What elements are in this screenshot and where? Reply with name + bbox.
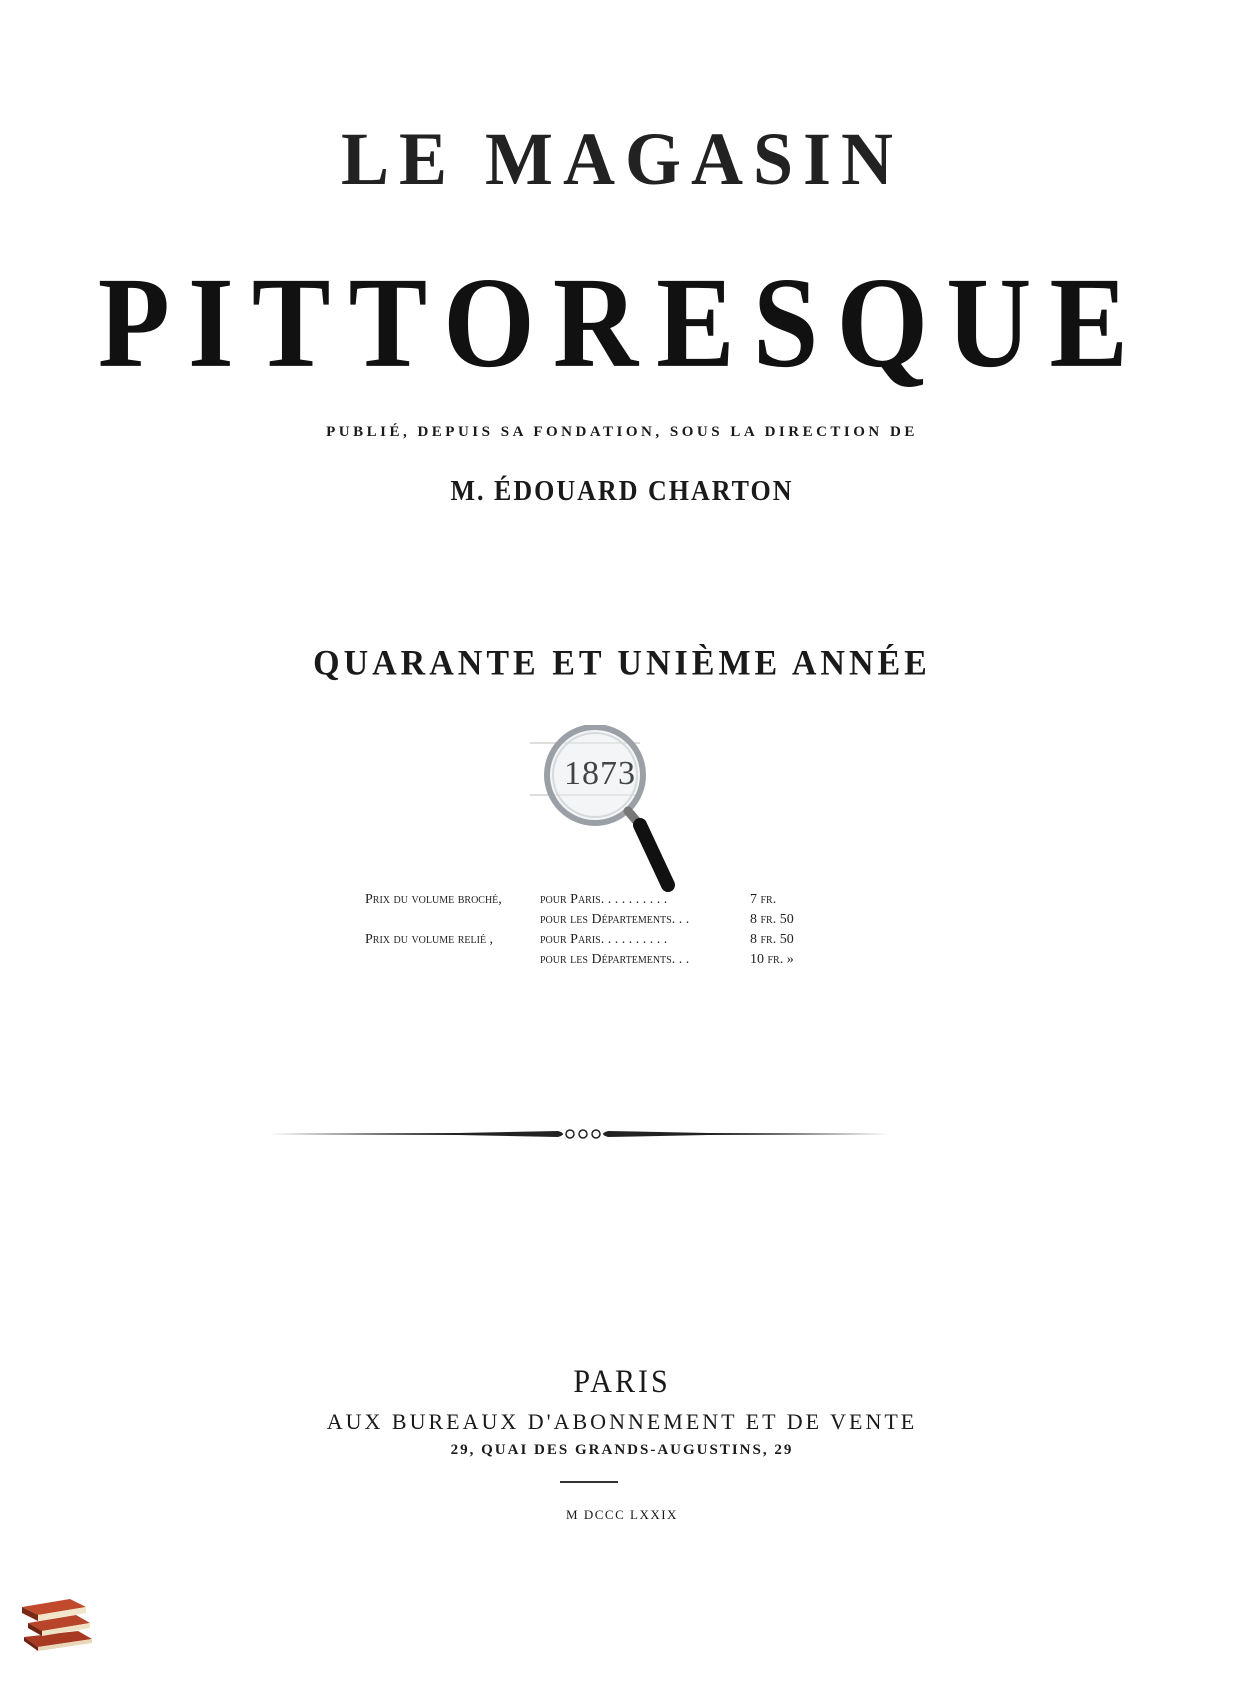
price-row	[365, 890, 805, 910]
price-destination: pour les Départements. . .	[540, 952, 690, 967]
books-stack-icon[interactable]	[18, 1585, 98, 1653]
price-list	[365, 890, 805, 970]
price-row	[365, 950, 805, 970]
title-line-1: LE MAGASIN	[340, 116, 904, 201]
price-label: Prix du volume broché,	[365, 892, 502, 907]
imprint-publisher: AUX BUREAUX D'ABONNEMENT ET DE VENTE	[326, 1409, 918, 1434]
imprint-date: M DCCC LXXIX	[566, 1507, 678, 1522]
price-value: 8 fr. 50	[750, 932, 794, 947]
short-rule	[560, 1481, 618, 1483]
imprint-city: PARIS	[573, 1363, 671, 1400]
magnifier-icon[interactable]	[530, 725, 690, 905]
imprint-address: 29, QUAI DES GRANDS-AUGUSTINS, 29	[450, 1442, 794, 1458]
price-value: 7 fr.	[750, 892, 777, 907]
price-row	[365, 910, 805, 930]
edition-line: QUARANTE ET UNIÈME ANNÉE	[313, 644, 931, 683]
price-row	[365, 930, 805, 950]
ornamental-divider	[268, 1124, 898, 1144]
price-destination: pour Paris. . . . . . . . . .	[540, 892, 668, 907]
price-destination: pour Paris. . . . . . . . . .	[540, 932, 668, 947]
price-value: 8 fr. 50	[750, 912, 794, 927]
year-text: 1873	[564, 755, 636, 792]
director-name: M. ÉDOUARD CHARTON	[450, 474, 794, 507]
price-destination: pour les Départements. . .	[540, 912, 690, 927]
price-value: 10 fr. »	[750, 952, 794, 967]
price-label: Prix du volume relié ,	[365, 932, 494, 947]
title-line-2: PITTORESQUE	[97, 250, 1147, 395]
subtitle: PUBLIÉ, DEPUIS SA FONDATION, SOUS LA DIRECTION DE	[326, 424, 918, 440]
